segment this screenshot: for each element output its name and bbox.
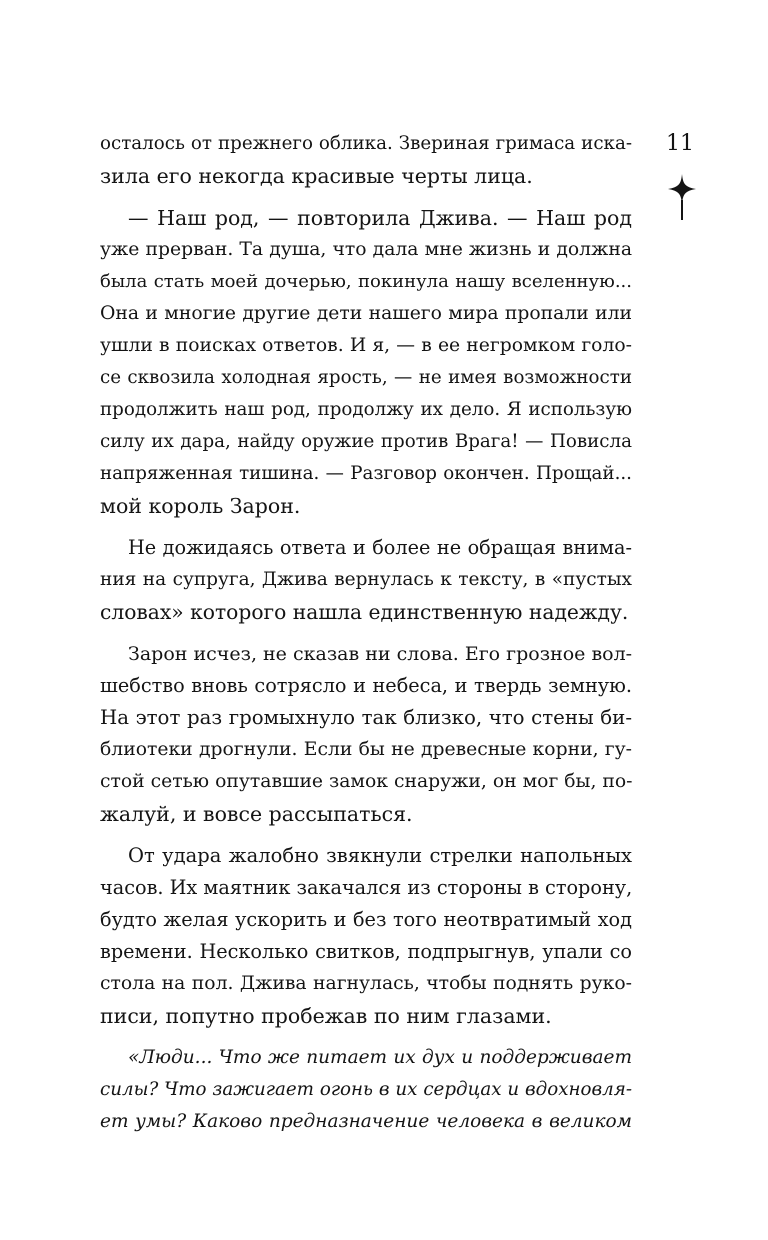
text-line: зила его некогда красивые черты лица. [100, 164, 533, 188]
page-number: 11 [666, 131, 694, 156]
text-line: силу их дара, найду оружие против Врага! — Повисла [100, 431, 632, 452]
text-line: ния на супруга, Джива вернулась к тексту, в «пустых [100, 569, 632, 590]
star-ornament-icon [664, 172, 700, 222]
text-line: напряженная тишина. — Разговор окончен. Прощай... [100, 463, 632, 484]
text-line: стола на пол. Джива нагнулась, чтобы поднять руко- [100, 973, 632, 994]
text-line: — Наш род, — повторила Джива. — Наш род [128, 206, 632, 230]
text-line: уже прерван. Та душа, что дала мне жизнь и должна [100, 239, 632, 260]
text-line: продолжить наш род, продолжу их дело. Я использую [100, 399, 632, 420]
text-line: Зарон исчез, не сказав ни слова. Его грозное вол- [128, 643, 633, 665]
text-line: блиотеки дрогнули. Если бы не древесные корни, гу- [100, 739, 632, 760]
text-line: На этот раз громыхнуло так близко, что стены би- [100, 706, 632, 729]
text-line: ушли в поисках ответов. И я, — в ее негромком голо- [100, 335, 632, 356]
text-line: шебство вновь сотрясло и небеса, и твердь земную. [100, 674, 632, 697]
text-line: словах» которого нашла единственную надежду. [100, 600, 629, 624]
text-line: будто желая ускорить и без того неотвратимый ход [100, 908, 632, 931]
text-line: писи, попутно пробежав по ним глазами. [100, 1004, 552, 1028]
body-text [100, 128, 632, 1138]
text-line: мой король Зарон. [100, 494, 301, 518]
text-line: времени. Несколько свитков, подпрыгнув, упали со [100, 940, 632, 963]
text-line: Она и многие другие дети нашего мира пропали или [100, 303, 632, 324]
text-line: жалуй, и вовсе рассыпаться. [100, 802, 413, 826]
text-line: была стать моей дочерью, покинула нашу вселенную... [100, 271, 632, 292]
text-line: силы? Что зажигает огонь в их сердцах и вдохновля- [100, 1079, 632, 1100]
text-line: От удара жалобно звякнули стрелки напольных [128, 844, 632, 867]
text-line: се сквозила холодная ярость, — не имея возможности [100, 367, 632, 388]
text-line: стой сетью опутавшие замок снаружи, он мог бы, по- [100, 771, 633, 792]
text-line: «Люди... Что же питает их дух и поддерживает [128, 1047, 632, 1068]
text-line: часов. Их маятник закачался из стороны в сторону, [100, 876, 633, 899]
text-line: Не дожидаясь ответа и более не обращая внима- [128, 536, 632, 559]
text-line: ет умы? Каково предназначение человека в великом [100, 1111, 632, 1132]
text-line: осталось от прежнего облика. Звериная гримаса иска- [100, 133, 632, 154]
